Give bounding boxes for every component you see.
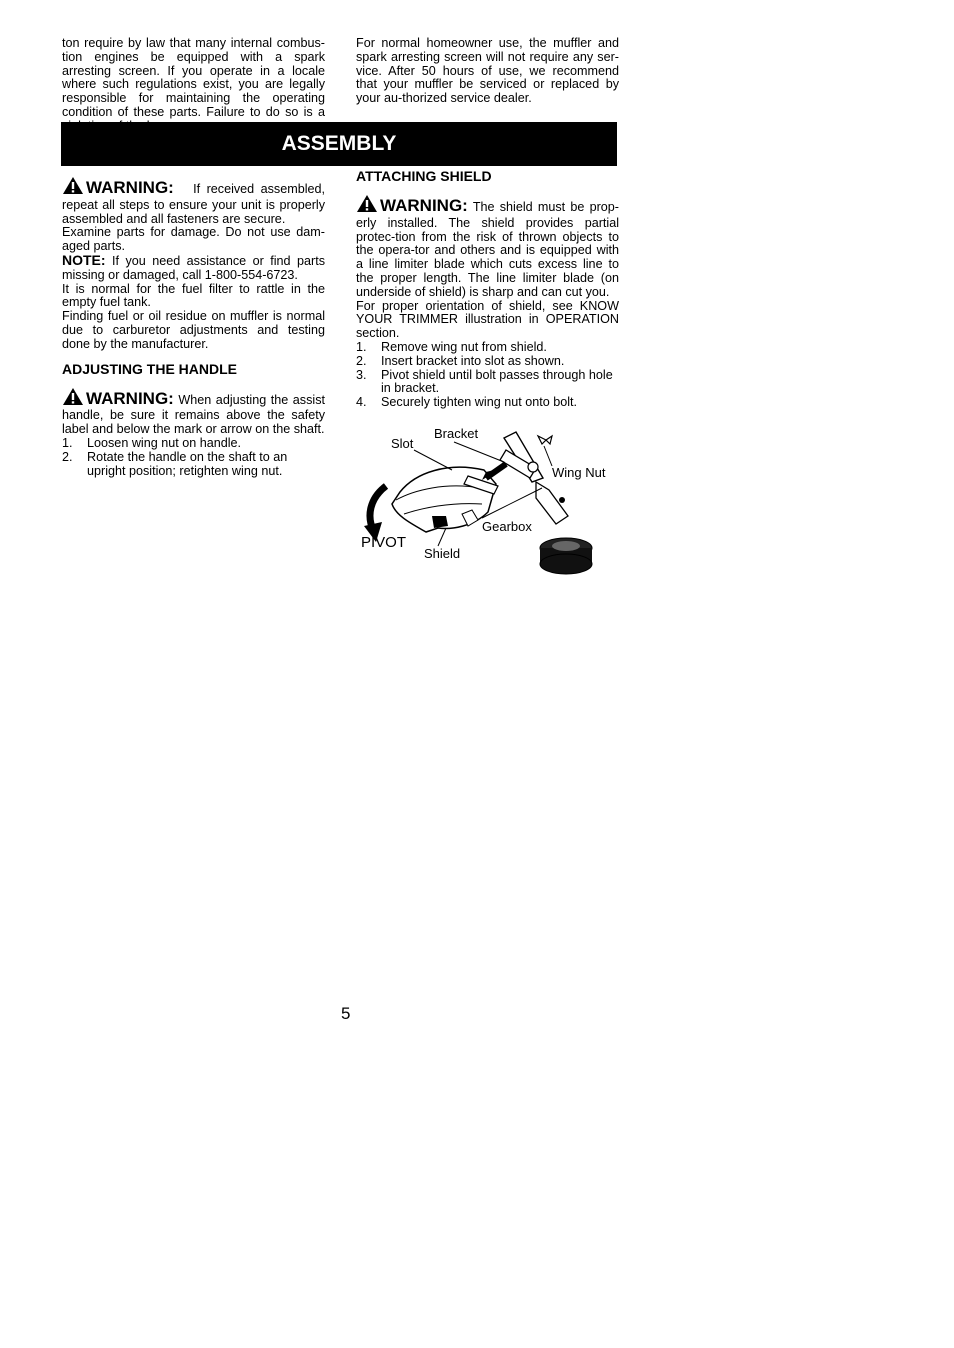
handle-steps-list <box>62 437 325 478</box>
right-column <box>356 168 619 410</box>
note-label: NOTE: <box>62 251 106 268</box>
label-gearbox: Gearbox <box>482 519 532 534</box>
attaching-shield-heading: ATTACHING SHIELD <box>356 168 492 184</box>
left-column <box>62 176 325 478</box>
note-text: If you need assistance or find parts missing or damaged, call 1-800-554-6723. <box>62 253 325 282</box>
examine-parts-text: Examine parts for damage. Do not use dam-aged parts. <box>62 225 325 254</box>
muffler-service-paragraph: For normal homeowner use, the muffler and spark arresting screen will not require any ser-vice. After 50 hours of use, we recommend that your muffler be serviced or replaced by your au-thorized service dealer. <box>356 36 619 106</box>
orientation-text: For proper orientation of shield, see KNOW YOUR TRIMMER illustration in OPERATION section. <box>356 298 619 341</box>
label-slot: Slot <box>391 436 414 451</box>
fuel-filter-text: It is normal for the fuel filter to rattle in the empty fuel tank. <box>62 281 325 310</box>
screw-icon <box>559 497 565 503</box>
warning-label: WARNING: <box>380 196 468 215</box>
note-paragraph <box>62 251 325 283</box>
list-item: 3. Pivot shield until bolt passes through hole in bracket. <box>356 367 613 396</box>
intro-right-text <box>356 37 619 106</box>
list-item: 1. Loosen wing nut on handle. <box>62 435 242 450</box>
shield-warning-text: The shield must be prop-erly installed. The shield provides partial protec-tion from the risk of thrown objects to the opera-tor and others and is equipped with a line limiter blade which cuts excess line to the proper length. The line limiter blade (on underside of shield) is sharp and can cut you. <box>356 200 619 299</box>
label-wing-nut: Wing Nut <box>552 465 606 480</box>
handle-warning-text: When adjusting the assist handle, be sure it remains above the safety label and below the mark or arrow on the shaft. <box>62 392 325 437</box>
label-shield: Shield <box>424 546 461 561</box>
warning-triangle-icon <box>356 194 378 217</box>
intro-left-text <box>62 37 325 134</box>
handle-warning-paragraph <box>62 387 325 437</box>
warning-label: WARNING: <box>86 178 174 197</box>
section-title-banner <box>61 122 617 166</box>
page-number: 5 <box>341 1004 351 1023</box>
warning-paragraph <box>62 176 325 226</box>
spark-arrester-law-paragraph: ton require by law that many internal combus-tion engines be equipped with a spark arresting screen. If you operate in a locale where such regulations exist, you are legally responsible for maintaining the operating condition of these parts. Failure to do so is a <box>62 36 325 119</box>
residue-text: Finding fuel or oil residue on muffler is normal due to carburetor adjustments and testing done by the manufacturer. <box>62 309 325 351</box>
section-title: ASSEMBLY <box>281 132 397 155</box>
warning-triangle-icon <box>62 387 84 410</box>
list-item: 1. Remove wing nut from shield. <box>356 339 547 354</box>
shield-steps-list <box>356 341 619 410</box>
shield-assembly-diagram <box>356 420 618 580</box>
shield-warning-paragraph <box>356 194 619 300</box>
warning-triangle-icon <box>62 176 84 199</box>
label-bracket: Bracket <box>434 426 479 441</box>
list-item: 4. Securely tighten wing nut onto bolt. <box>356 395 578 410</box>
warning-label: WARNING: <box>86 388 174 408</box>
spool-hub-icon <box>552 541 580 551</box>
spool-bottom-icon <box>540 554 592 574</box>
wing-nut-icon <box>538 436 552 444</box>
bolt-hole-icon <box>528 462 538 472</box>
list-item: 2. Insert bracket into slot as shown. <box>356 353 565 368</box>
warning-text: If received assembled, repeat all steps to ensure your unit is properly assembled and all fasteners are secure. <box>62 182 326 226</box>
adjusting-handle-heading: ADJUSTING THE HANDLE <box>62 360 238 377</box>
label-pivot: PIVOT <box>361 534 407 551</box>
list-item: 2. Rotate the handle on the shaft to an upright position; retighten wing nut. <box>62 449 288 478</box>
